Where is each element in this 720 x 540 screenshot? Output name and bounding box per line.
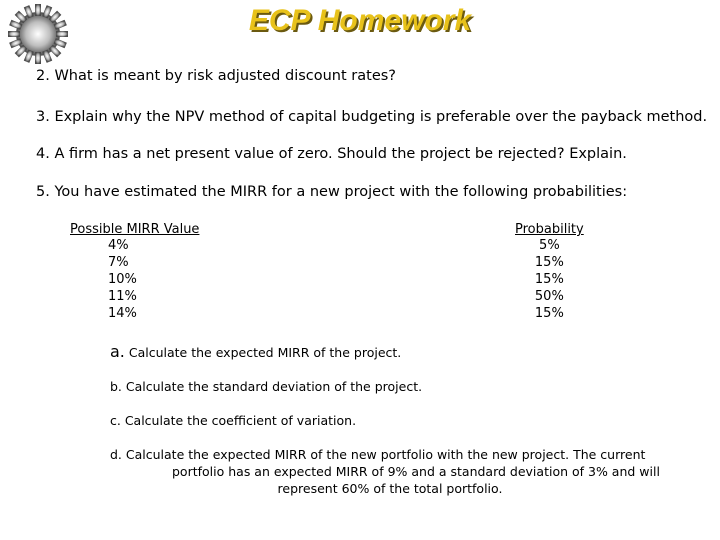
subquestion-b: b. Calculate the standard deviation of the project. [110,379,423,394]
probability-column [515,222,584,322]
mirr-value: 14% [108,306,137,321]
mirr-value: 11% [108,289,137,304]
subquestion-d [110,446,670,497]
subquestion-a-text: Calculate the expected MIRR of the project. [124,345,402,360]
mirr-value: 10% [108,272,137,287]
mirr-value: 7% [108,255,129,270]
subquestion-d-line: portfolio has an expected MIRR of 9% and a standard deviation of 3% and will [172,464,660,479]
probability-column-header: Probability [515,222,584,237]
question-4: 4. A firm has a net present value of zero. Should the project be rejected? Explain. [36,146,627,162]
probability-value: 15% [534,306,564,321]
probability-value: 5% [539,238,560,253]
mirr-value: 4% [108,238,129,253]
subquestion-c: c. Calculate the coefficient of variation. [110,413,357,428]
probability-value: 15% [534,272,564,287]
page-title: ECP Homework [248,4,472,37]
probability-value: 15% [534,255,564,270]
question-3: 3. Explain why the NPV method of capital budgeting is preferable over the payback method. [36,109,708,125]
mirr-column [70,222,199,322]
subquestion-d-line: d. Calculate the expected MIRR of the new portfolio with the new project. The current [110,447,646,462]
question-5: 5. You have estimated the MIRR for a new project with the following probabilities: [36,184,628,200]
question-2: 2. What is meant by risk adjusted discount rates? [36,68,396,84]
probability-value: 50% [534,289,564,304]
subquestion-d-line: represent 60% of the total portfolio. [277,481,503,496]
subquestion-a [110,342,401,361]
subquestion-a-letter: a. [110,342,125,361]
mirr-column-header: Possible MIRR Value [70,222,200,237]
